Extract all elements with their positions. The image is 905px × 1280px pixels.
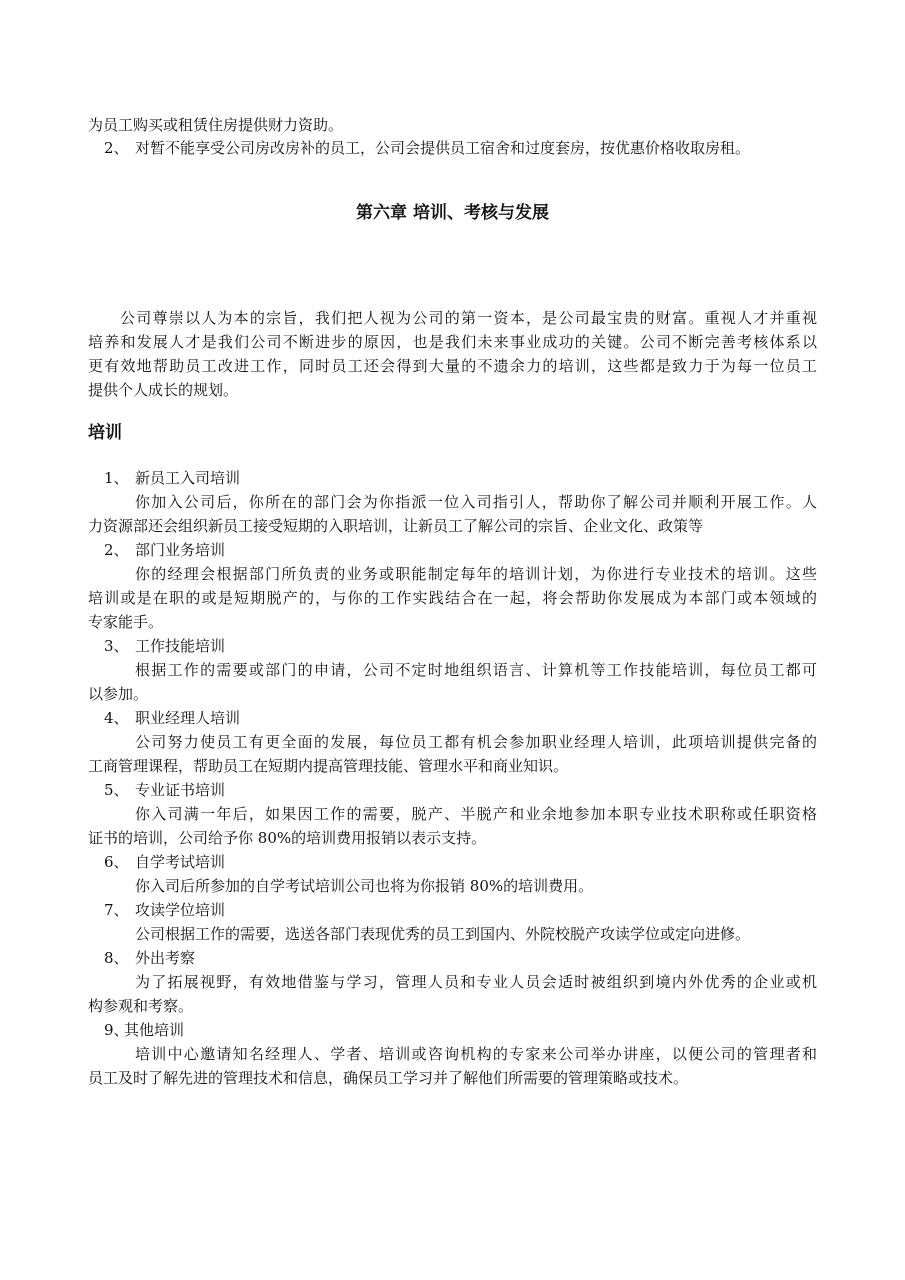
item-title: 自学考试培训 [135, 853, 226, 871]
item-title: 其他培训 [124, 1021, 185, 1039]
item-line: 构参观和考察。 [88, 997, 194, 1015]
item-line: 以参加。 [88, 685, 149, 703]
intro-line: 提供个人成长的规划。 [88, 381, 239, 399]
paragraph-line: 为员工购买或租赁住房提供财力资助。 [88, 116, 344, 134]
item-title: 职业经理人培训 [135, 709, 241, 727]
item-line: 你入司满一年后，如果因工作的需要，脱产、半脱产和业余地参加本职专业技术职称或任职资格 [135, 805, 817, 823]
paragraph-line: 对暂不能享受公司房改房补的员工，公司会提供员工宿舍和过度套房，按优惠价格收取房租。 [135, 139, 751, 157]
item-title: 专业证书培训 [135, 781, 226, 799]
item-line: 你加入公司后，你所在的部门会为你指派一位入司指引人，帮助你了解公司并顺利开展工作。人 [135, 493, 817, 511]
chapter-title: 第六章 培训、考核与发展 [356, 203, 549, 223]
item-line: 为了拓展视野，有效地借鉴与学习，管理人员和专业人员会适时被组织到境内外优秀的企业或机 [135, 973, 817, 991]
item-line: 你的经理会根据部门所负责的业务或职能制定每年的培训计划，为你进行专业技术的培训。这些 [135, 565, 817, 583]
list-number: 5、 [104, 781, 129, 799]
list-number: 6、 [104, 853, 129, 871]
item-line: 公司根据工作的需要，选送各部门表现优秀的员工到国内、外院校脱产攻读学位或定向进修。 [135, 925, 751, 943]
list-number: 7、 [104, 901, 129, 919]
list-number: 9、 [104, 1021, 129, 1039]
item-line: 培训或是在职的或是短期脱产的，与你的工作实践结合在一起，将会帮助你发展成为本部门或本领域的 [88, 589, 817, 607]
list-number: 3、 [104, 637, 129, 655]
item-title: 新员工入司培训 [135, 469, 241, 487]
intro-line: 公司尊崇以人为本的宗旨，我们把人视为公司的第一资本，是公司最宝贵的财富。重视人才并重视 [120, 309, 817, 327]
item-title: 攻读学位培训 [135, 901, 226, 919]
item-line: 你入司后所参加的自学考试培训公司也将为你报销 80%的培训费用。 [135, 877, 594, 895]
list-number: 2、 [104, 541, 129, 559]
item-line: 专家能手。 [88, 613, 164, 631]
list-number: 8、 [104, 949, 129, 967]
intro-line: 更有效地帮助员工改进工作，同时员工还会得到大量的不遗余力的培训，这些都是致力于为每一位员工 [88, 357, 817, 375]
intro-line: 培养和发展人才是我们公司不断进步的原因，也是我们未来事业成功的关键。公司不断完善考核体系以 [88, 333, 817, 351]
list-number: 2、 [104, 139, 129, 157]
item-line: 证书的培训，公司给予你 80%的培训费用报销以表示支持。 [88, 829, 487, 847]
item-line: 公司努力使员工有更全面的发展，每位员工都有机会参加职业经理人培训，此项培训提供完备的 [135, 733, 817, 751]
item-title: 工作技能培训 [135, 637, 226, 655]
item-title: 外出考察 [135, 949, 196, 967]
item-line: 根据工作的需要或部门的申请，公司不定时地组织语言、计算机等工作技能培训，每位员工都可 [135, 661, 817, 679]
item-line: 力资源部还会组织新员工接受短期的入职培训，让新员工了解公司的宗旨、企业文化、政策等 [88, 517, 704, 535]
item-title: 部门业务培训 [135, 541, 226, 559]
item-line: 培训中心邀请知名经理人、学者、培训或咨询机构的专家来公司举办讲座，以便公司的管理者和 [135, 1045, 817, 1063]
item-line: 员工及时了解先进的管理技术和信息，确保员工学习并了解他们所需要的管理策略或技术。 [88, 1069, 689, 1087]
list-number: 4、 [104, 709, 129, 727]
section-title: 培训 [88, 423, 122, 443]
list-number: 1、 [104, 469, 129, 487]
item-line: 工商管理课程，帮助员工在短期内提高管理技能、管理水平和商业知识。 [88, 757, 569, 775]
